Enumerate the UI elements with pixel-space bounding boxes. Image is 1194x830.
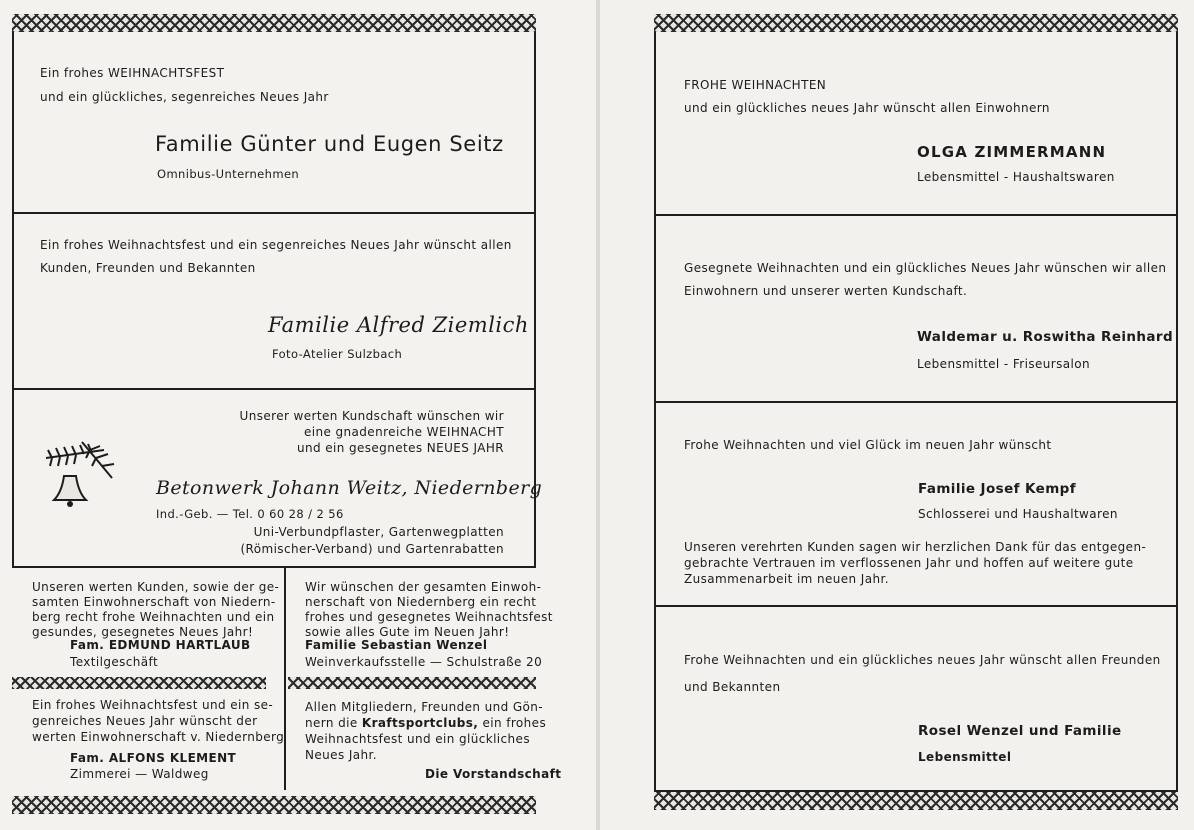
ad-klement-line-3: werten Einwohnerschaft v. Niedernberg	[32, 730, 285, 744]
divider	[654, 401, 1178, 403]
ad-ziemlich-business: Foto-Atelier Sulzbach	[272, 347, 403, 361]
ad-wenzel-line-4: sowie alles Gute im Neuen Jahr!	[305, 625, 510, 639]
ad-rosel-wenzel-business: Lebensmittel	[918, 750, 1012, 764]
ad-reinhard-greeting-1: Gesegnete Weihnachten und ein glückliches Neues Jahr wünschen wir allen	[684, 261, 1167, 275]
ad-zimmermann-name: OLGA ZIMMERMANN	[917, 143, 1107, 161]
ad-kraftsport-line-4: Neues Jahr.	[305, 748, 377, 762]
bell-branch-icon	[42, 438, 122, 518]
ad-rosel-wenzel-greeting-2: und Bekannten	[684, 680, 781, 694]
ad-reinhard-greeting-2: Einwohnern und unserer werten Kundschaft.	[684, 284, 968, 298]
ad-seitz-greeting-1: Ein frohes WEIHNACHTSFEST	[40, 66, 225, 80]
ornament-border-top-left	[12, 14, 536, 32]
ad-seitz-name: Familie Günter und Eugen Seitz	[155, 132, 504, 156]
ad-ziemlich-greeting-2: Kunden, Freunden und Bekannten	[40, 261, 256, 275]
ad-wenzel-line-3: frohes und gesegnetes Weihnachtsfest	[305, 610, 553, 624]
ad-rosel-wenzel-greeting-1: Frohe Weihnachten und ein glückliches neues Jahr wünscht allen Freunden	[684, 653, 1161, 667]
ad-hartlaub-line-1: Unseren werten Kunden, sowie der ge-	[32, 580, 280, 594]
divider	[654, 214, 1178, 216]
ad-rosel-wenzel-name: Rosel Wenzel und Familie	[918, 723, 1122, 739]
ad-seitz-greeting-2: und ein glückliches, segenreiches Neues Jahr	[40, 90, 329, 104]
ad-seitz-business: Omnibus-Unternehmen	[157, 167, 300, 181]
ad-klement-line-1: Ein frohes Weihnachtsfest und ein se-	[32, 698, 274, 712]
ad-ziemlich-name: Familie Alfred Ziemlich	[268, 313, 529, 337]
ad-reinhard-name: Waldemar u. Roswitha Reinhard	[917, 329, 1174, 345]
column-divider	[284, 568, 286, 790]
ad-weitz-greeting-1: Unserer werten Kundschaft wünschen wir	[239, 409, 504, 423]
ad-wenzel-business: Weinverkaufsstelle — Schulstraße 20	[305, 655, 543, 669]
ad-hartlaub-line-2: samten Einwohnerschaft von Niedern-	[32, 595, 276, 609]
ad-kraftsport-club: Kraftsportclubs,	[361, 716, 479, 730]
ad-zimmermann-greeting-2: und ein glückliches neues Jahr wünscht allen Einwohnern	[684, 101, 1050, 115]
ad-zimmermann-greeting-1: FROHE WEIHNACHTEN	[684, 78, 827, 92]
ad-hartlaub-business: Textilgeschäft	[70, 655, 159, 669]
divider	[12, 212, 536, 214]
ad-kraftsport-line-3: Weihnachtsfest und ein glückliches	[305, 732, 530, 746]
ad-kraftsport-line-2-post: ein frohes	[482, 716, 547, 730]
ad-kempf-name: Familie Josef Kempf	[918, 481, 1076, 497]
ad-wenzel-line-1: Wir wünschen der gesamten Einwoh-	[305, 580, 542, 594]
ad-weitz-name: Betonwerk Johann Weitz, Niedernberg	[156, 477, 543, 499]
left-page	[0, 0, 596, 830]
ad-hartlaub-line-4: gesundes, gesegnetes Neues Jahr!	[32, 625, 254, 639]
ad-kempf-thanks-2: gebrachte Vertrauen im verflossenen Jahr und hoffen auf weitere gute	[684, 556, 1134, 570]
divider	[12, 388, 536, 390]
ornament-border-top-right	[654, 14, 1178, 32]
ad-klement-business: Zimmerei — Waldweg	[70, 767, 209, 781]
ad-weitz-products-1: Uni-Verbundpflaster, Gartenwegplatten	[253, 525, 504, 539]
ornament-border-bottom-left	[12, 796, 536, 814]
ornament-border-bottom-right	[654, 792, 1178, 810]
ad-hartlaub-name: Fam. EDMUND HARTLAUB	[70, 638, 251, 652]
ad-weitz-greeting-2: eine gnadenreiche WEIHNACHT	[303, 425, 504, 439]
ad-zimmermann-business: Lebensmittel - Haushaltswaren	[917, 170, 1115, 184]
ad-kempf-business: Schlosserei und Haushaltwaren	[918, 507, 1118, 521]
divider	[654, 605, 1178, 607]
ad-kempf-thanks-1: Unseren verehrten Kunden sagen wir herzlichen Dank für das entgegen-	[684, 540, 1147, 554]
ad-reinhard-business: Lebensmittel - Friseursalon	[917, 357, 1090, 371]
ornament-divider-right-col	[288, 677, 536, 689]
ad-hartlaub-line-3: berg recht frohe Weihnachten und ein	[32, 610, 275, 624]
ad-kraftsport-line-2	[305, 715, 546, 731]
ad-kempf-thanks-3: Zusammenarbeit im neuen Jahr.	[684, 572, 889, 586]
ad-kraftsport-line-1: Allen Mitgliedern, Freunden und Gön-	[305, 700, 544, 714]
right-page	[600, 0, 1194, 830]
ad-klement-name: Fam. ALFONS KLEMENT	[70, 751, 237, 765]
ad-weitz-address: Ind.-Geb. — Tel. 0 60 28 / 2 56	[156, 507, 344, 521]
ad-wenzel-name: Familie Sebastian Wenzel	[305, 638, 488, 652]
ad-klement-line-2: genreiches Neues Jahr wünscht der	[32, 714, 258, 728]
ad-kraftsport-signoff: Die Vorstandschaft	[425, 767, 562, 781]
ornament-divider-left-col	[12, 677, 266, 689]
ad-weitz-products-2: (Römischer-Verband) und Gartenrabatten	[240, 542, 504, 556]
ad-kraftsport-line-2-pre: nern die	[305, 716, 358, 730]
ad-kempf-greeting: Frohe Weihnachten und viel Glück im neuen Jahr wünscht	[684, 438, 1052, 452]
ad-wenzel-line-2: nerschaft von Niedernberg ein recht	[305, 595, 537, 609]
ad-ziemlich-greeting-1: Ein frohes Weihnachtsfest und ein segenreiches Neues Jahr wünscht allen	[40, 238, 512, 252]
ad-weitz-greeting-3: und ein gesegnetes NEUES JAHR	[296, 441, 504, 455]
